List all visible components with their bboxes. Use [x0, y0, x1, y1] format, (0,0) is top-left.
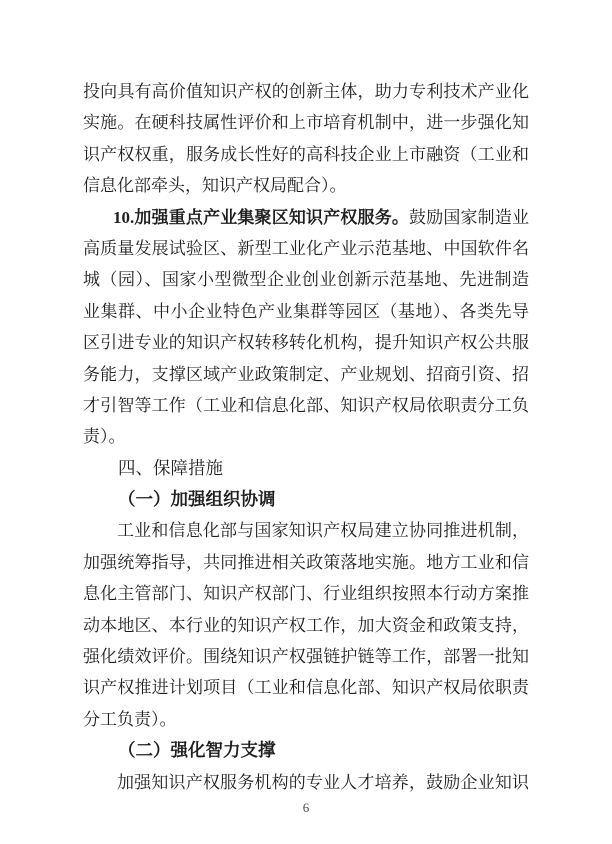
text-line: 加强统筹指导，共同推进相关政策落地实施。地方工业和信: [83, 552, 529, 572]
subsection-heading: （一）加强组织协调: [118, 489, 276, 510]
text-line: 动本地区、本行业的知识产权工作，加大资金和政策支持，: [83, 615, 529, 635]
text-line: 实施。在硬科技属性评价和上市培育机制中，进一步强化知: [83, 113, 529, 133]
text-line: 强化绩效评价。围绕知识产权强链护链等工作，部署一批知: [83, 647, 529, 667]
text-line: 业集群、中小企业特色产业集群等园区（基地）、各类先导: [83, 301, 529, 321]
subsection-heading: （二）强化智力支撑: [118, 740, 276, 761]
text-line: 息化主管部门、知识产权部门、行业组织按照本行动方案推: [83, 584, 529, 604]
text-line: 信息化部牵头，知识产权局配合）。: [83, 176, 347, 196]
text-line: 识产权权重，服务成长性好的高科技企业上市融资（工业和: [83, 144, 529, 164]
text-line: 高质量发展试验区、新型工业化产业示范基地、中国软件名: [83, 238, 529, 258]
section-heading: 四、保障措施: [118, 457, 223, 478]
text-line: 识产权推进计划项目（工业和信息化部、知识产权局依职责: [83, 678, 529, 698]
page-content: [83, 76, 529, 798]
text-line: 分工负责）。: [83, 709, 177, 729]
page-number: 6: [302, 800, 310, 815]
text-line: 加强知识产权服务机构的专业人才培养，鼓励企业知识: [117, 772, 529, 792]
numbered-item-body: 鼓励国家制造业: [409, 207, 529, 227]
text-line: 投向具有高价值知识产权的创新主体，助力专利技术产业化: [83, 82, 529, 101]
text-line: 才引智等工作（工业和信息化部、知识产权局依职责分工负: [83, 395, 529, 415]
text-line: 区引进专业的知识产权转移转化机构，提升知识产权公共服: [83, 333, 529, 353]
numbered-item-title: 10.加强重点产业集聚区知识产权服务。: [113, 207, 410, 227]
text-line-numbered-item: [83, 202, 529, 233]
text-line: 责）。: [83, 427, 126, 447]
text-line: 城（园）、国家小型微型企业创业创新示范基地、先进制造: [83, 270, 529, 290]
text-line: 务能力，支撑区域产业政策制定、产业规划、招商引资、招: [83, 364, 529, 384]
text-line: 工业和信息化部与国家知识产权局建立协同推进机制，: [117, 521, 529, 541]
